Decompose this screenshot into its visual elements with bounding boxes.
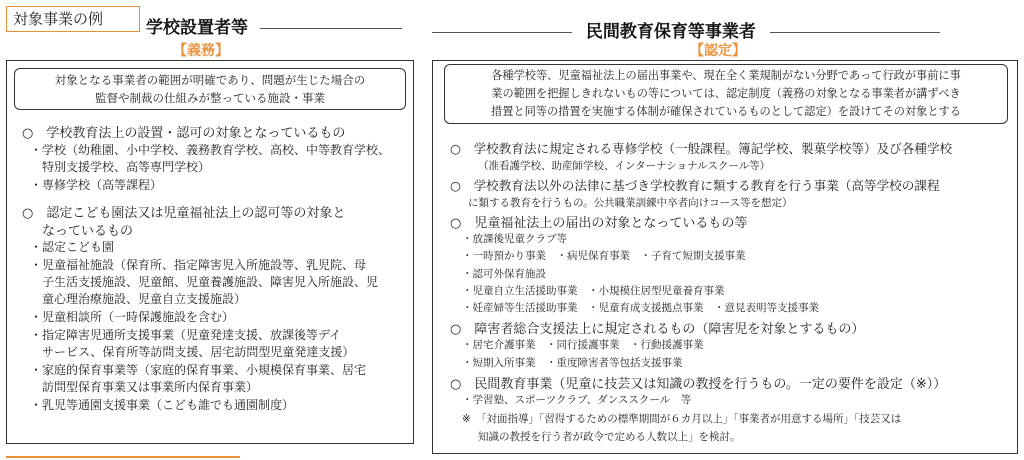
- left-item: ・指定障害児通所支援事業（児童発達支援、放課後等デイ: [30, 328, 342, 342]
- left-item: ・家庭的保育事業等（家庭的保育事業、小規模保育事業、居宅: [30, 363, 367, 377]
- right-note-box: [444, 64, 1008, 124]
- right-item: ・短期入所事業 ・重度障害者等包括支援事業: [462, 357, 683, 369]
- bottom-accent-bar: [6, 456, 240, 458]
- left-note-line: 監督や制裁の仕組みが整っている施設・事業: [95, 91, 325, 105]
- right-heading: ○ 学校教育法以外の法律に基づき学校教育に類する教育を行う事業（高等学校の課程: [450, 178, 940, 193]
- right-item: ・認可外保育施設: [462, 268, 546, 280]
- right-item: ・一時預かり事業 ・病児保育事業 ・子育て短期支援事業: [462, 250, 746, 262]
- left-item-cont: 子生活支援施設、児童館、児童養護施設、障害児入所施設、児: [42, 275, 379, 289]
- section-tag: 対象事業の例: [6, 6, 140, 32]
- right-note-line: 各種学校等、児童福祉法上の届出事業や、現在全く業規制がない分野であって行政が事前に事: [491, 69, 961, 82]
- left-heading: ○ 認定こども園法又は児童福祉法上の認可等の対象と: [22, 206, 346, 221]
- left-title-text: 学校設置者等: [146, 18, 248, 38]
- left-item: ・児童福祉施設（保育所、指定障害児入所施設等、乳児院、母: [30, 258, 367, 272]
- right-item: ・学習塾、スポーツクラブ、ダンススクール 等: [462, 394, 692, 406]
- right-heading: ○ 障害者総合支援法上に規定されるもの（障害児を対象とするもの）: [450, 322, 865, 337]
- left-item: ・専修学校（高等課程）: [30, 178, 163, 192]
- left-item: ・学校（幼稚園、小中学校、義務教育学校、高校、中等教育学校、: [30, 143, 391, 157]
- right-heading-cont: に類する教育を行うもの。公共職業訓練中卒者向けコース等を想定）: [468, 197, 793, 209]
- right-heading-cont: （准看護学校、助産師学校、インターナショナルスクール等）: [478, 160, 771, 172]
- right-item: ・妊産婦等生活援助事業 ・児童育成支援拠点事業 ・意見表明等支援事業: [462, 302, 819, 314]
- left-item-cont: 特別支援学校、高等専門学校）: [42, 160, 211, 174]
- right-note-line: 措置と同等の措置を実施する体制が確保されているものとして認定）を設けてその対象とする: [491, 105, 961, 118]
- left-item: ・児童相談所（一時保護施設を含む）: [30, 310, 235, 324]
- right-heading: ○ 民間教育事業（児童に技芸又は知識の教授を行うもの。一定の要件を設定（※））: [450, 377, 947, 392]
- left-item-cont: 童心理治療施設、児童自立支援施設）: [42, 292, 247, 306]
- left-heading: ○ 学校教育法上の設置・認可の対象となっているもの: [22, 126, 346, 141]
- right-subtitle: 【認定】: [690, 43, 746, 59]
- right-column-title: [432, 17, 940, 42]
- left-subtitle: 【義務】: [173, 43, 229, 59]
- right-heading: ○ 児童福祉法上の届出の対象となっているもの等: [450, 216, 748, 231]
- right-item: ・放課後児童クラブ等: [462, 233, 567, 245]
- left-title-rule: [260, 28, 402, 29]
- left-note-line: 対象となる事業者の範囲が明確であり、問題が生じた場合の: [54, 73, 366, 87]
- left-column-title: [146, 13, 402, 38]
- left-item-cont: 訪問型保育事業又は事業所内保育事業）: [42, 380, 259, 394]
- right-item: ・居宅介護事業 ・同行援護事業 ・行動援護事業: [462, 339, 704, 351]
- left-heading-cont: なっているもの: [42, 224, 134, 239]
- left-item: ・乳児等通園支援事業（こども誰でも通園制度）: [30, 398, 295, 412]
- left-item: ・認定こども園: [30, 240, 115, 254]
- right-title-rule-left: [432, 32, 572, 33]
- right-note-line: 業の範囲を把握しきれないもの等については、認定制度（義務の対象となる事業者が講ずべき: [491, 87, 961, 100]
- right-footnote-cont: 知識の教授を行う者が政令で定める人数以上」を検討。: [478, 431, 741, 443]
- right-footnote: ※ 「対面指導」「習得するための標準期間が６カ月以上」「事業者が用意する場所」「技芸又は: [462, 413, 902, 425]
- left-note-box: [14, 68, 406, 110]
- left-item-cont: サービス、保育所等訪問支援、居宅訪問型児童発達支援）: [42, 345, 355, 359]
- right-heading: ○ 学校教育法に規定される専修学校（一般課程。簿記学校、製菓学校等）及び各種学校: [450, 141, 953, 156]
- right-title-rule-right: [770, 32, 940, 33]
- right-item: ・児童自立生活援助事業 ・小規模住居型児童養育事業: [462, 285, 725, 297]
- right-title-text: 民間教育保育等事業者: [585, 22, 756, 42]
